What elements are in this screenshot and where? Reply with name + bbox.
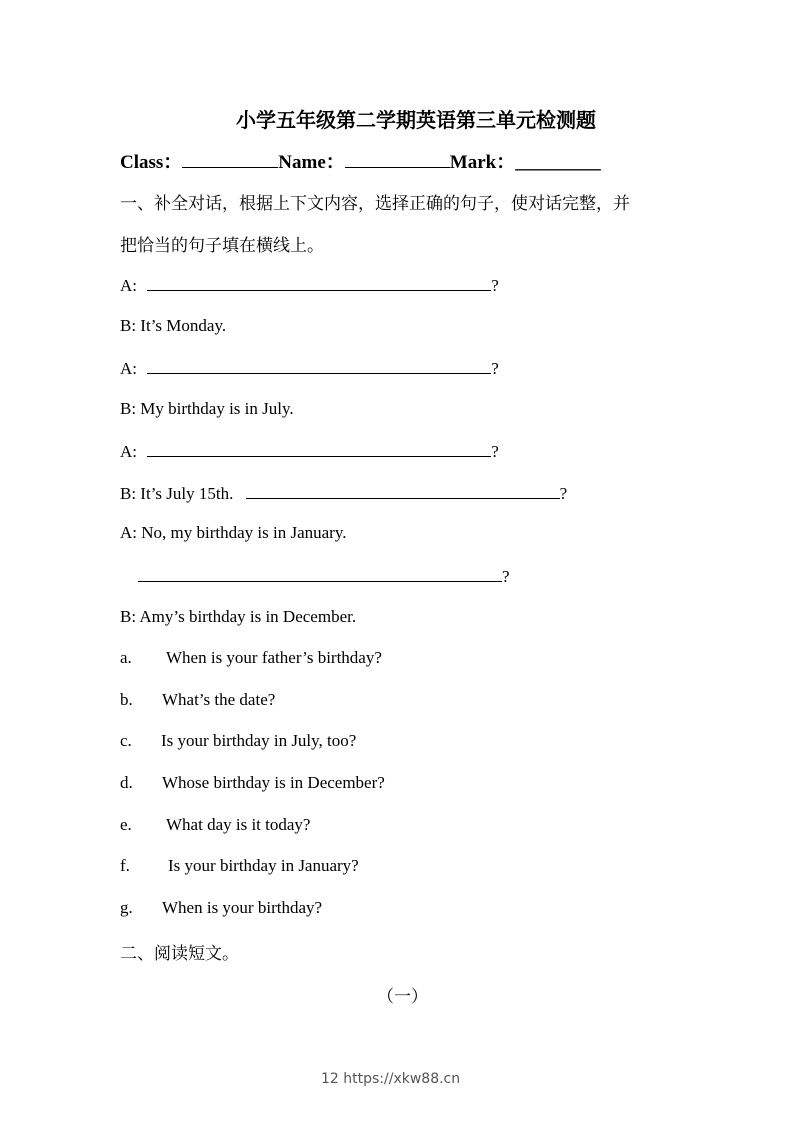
question-mark: ? bbox=[502, 567, 510, 586]
option-text: When is your birthday? bbox=[162, 898, 323, 917]
option-letter: c. bbox=[120, 731, 132, 750]
dialogue-line-1 bbox=[120, 274, 499, 296]
option-text: Whose birthday is in December? bbox=[162, 773, 385, 792]
dialogue-line-4: B: My birthday is in July. bbox=[120, 399, 294, 418]
option-item bbox=[120, 648, 382, 668]
dialogue-line-8 bbox=[138, 565, 510, 587]
class-label: Class： bbox=[120, 152, 183, 173]
question-mark: ? bbox=[559, 484, 568, 503]
section1-instruction-line2: 把恰当的句子填在横线上。 bbox=[120, 236, 324, 256]
option-text: Is your birthday in July, too? bbox=[161, 731, 357, 750]
section2-subheading: （一） bbox=[377, 987, 428, 1007]
dialogue-line-7: A: No, my birthday is in January. bbox=[120, 523, 347, 542]
dialogue-line-9: B: Amy’s birthday is in December. bbox=[120, 607, 357, 626]
answer-blank-4[interactable] bbox=[246, 482, 560, 499]
speaker-label: A: bbox=[120, 276, 137, 295]
answer-blank-2[interactable] bbox=[147, 357, 491, 374]
page-footer: 12 https://xkw88.cn bbox=[321, 1071, 461, 1087]
answer-blank-3[interactable] bbox=[147, 440, 491, 457]
option-item bbox=[120, 690, 275, 710]
option-letter: b. bbox=[120, 690, 133, 709]
answer-blank-5[interactable] bbox=[138, 565, 502, 582]
dialogue-line-3 bbox=[120, 357, 499, 379]
option-text: What day is it today? bbox=[166, 815, 311, 834]
option-item bbox=[120, 731, 356, 751]
option-letter: e. bbox=[120, 815, 132, 834]
dialogue-line-5 bbox=[120, 440, 499, 462]
option-letter: f. bbox=[120, 856, 130, 875]
question-mark: ? bbox=[491, 442, 499, 461]
question-mark: ? bbox=[491, 276, 499, 295]
dialogue-line-6 bbox=[120, 482, 567, 504]
name-blank[interactable] bbox=[345, 151, 450, 168]
option-letter: a. bbox=[120, 648, 132, 667]
section2-heading: 二、阅读短文。 bbox=[120, 944, 239, 964]
question-mark: ? bbox=[491, 359, 499, 378]
speaker-label: A: bbox=[120, 442, 137, 461]
option-item bbox=[120, 773, 385, 793]
section1-instruction-line1: 一、补全对话，根据上下文内容，选择正确的句子，使对话完整，并 bbox=[120, 194, 630, 214]
option-item bbox=[120, 856, 359, 876]
dialogue-text: B: It’s July 15th. bbox=[120, 484, 234, 503]
option-text: When is your father’s birthday? bbox=[166, 648, 382, 667]
option-text: Is your birthday in January? bbox=[168, 856, 359, 875]
dialogue-line-2: B: It’s Monday. bbox=[120, 316, 227, 335]
option-item bbox=[120, 898, 322, 918]
page-title: 小学五年级第二学期英语第三单元检测题 bbox=[236, 108, 596, 132]
option-text: What’s the date? bbox=[162, 690, 276, 709]
answer-blank-1[interactable] bbox=[147, 274, 491, 291]
option-letter: g. bbox=[120, 898, 133, 917]
speaker-label: A: bbox=[120, 359, 137, 378]
name-label: Name： bbox=[278, 152, 345, 173]
mark-blank[interactable]: _________ bbox=[515, 152, 601, 173]
option-item bbox=[120, 815, 310, 835]
option-letter: d. bbox=[120, 773, 133, 792]
header-fields bbox=[120, 147, 601, 174]
mark-label: Mark： bbox=[449, 152, 516, 173]
class-blank[interactable] bbox=[182, 151, 278, 168]
